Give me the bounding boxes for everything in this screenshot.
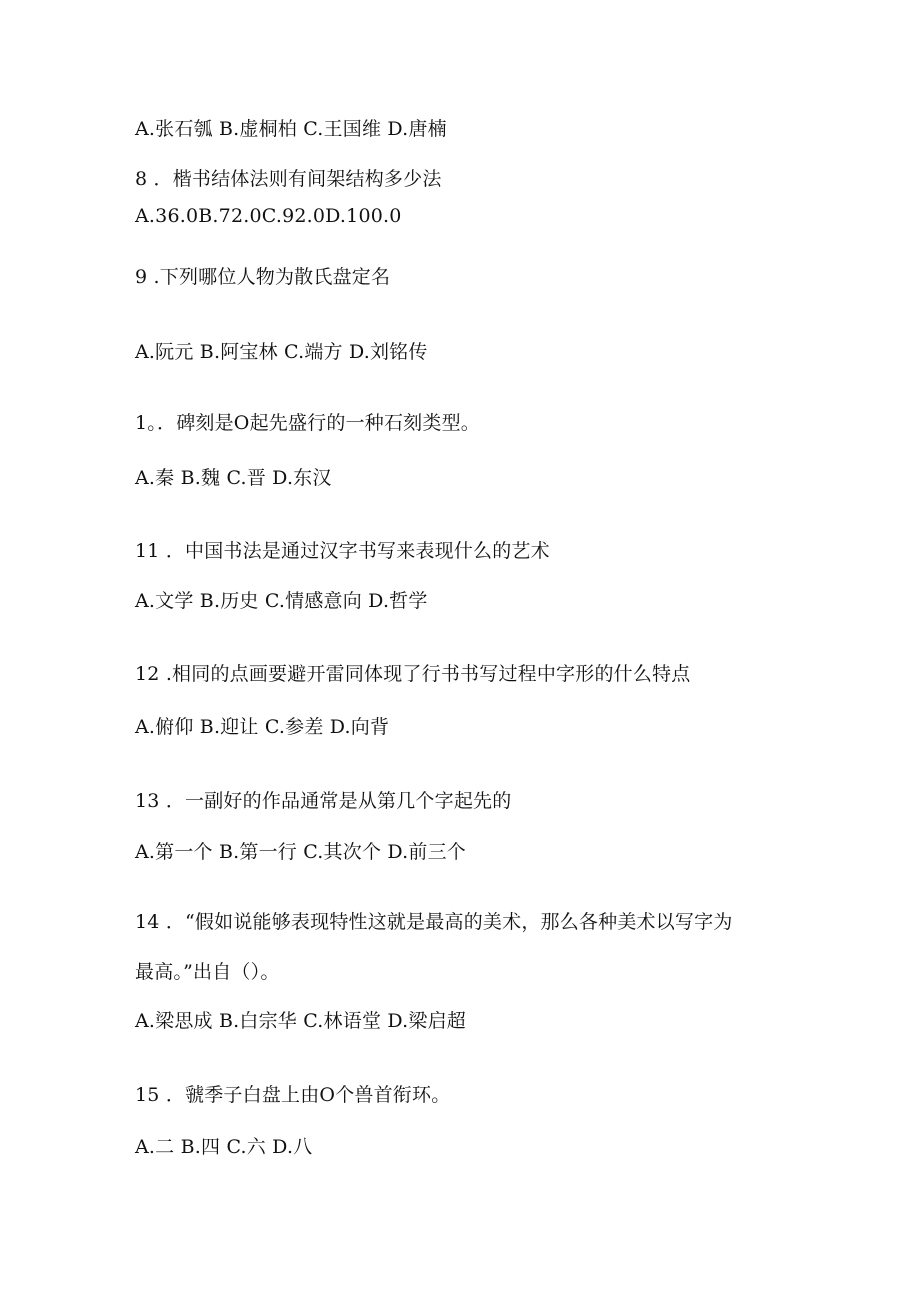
q11-question: 11 ．中国书法是通过汉字书写来表现什么的艺术	[135, 540, 550, 562]
q10-options: A.秦 B.魏 C.晋 D.东汉	[135, 467, 332, 489]
q9-question: 9 .下列哪位人物为散氏盘定名	[135, 266, 391, 288]
q8-question: 8 ．楷书结体法则有间架结构多少法	[135, 168, 442, 190]
q12-options: A.俯仰 B.迎让 C.参差 D.向背	[135, 716, 390, 738]
q11-options: A.文学 B.历史 C.情感意向 D.哲学	[135, 590, 428, 612]
q8-options: A.36.0B.72.0C.92.0D.100.0	[135, 205, 402, 227]
q9-options: A.阮元 B.阿宝林 C.端方 D.刘铭传	[135, 341, 428, 363]
q13-question: 13 ．一副好的作品通常是从第几个字起先的	[135, 790, 512, 812]
q15-options: A.二 B.四 C.六 D.八	[135, 1136, 313, 1158]
q14-question: 14 ．“假如说能够表现特性这就是最高的美术，那么各种美术以写字为	[135, 911, 733, 933]
q14-question-continued: 最高。”出自（）。	[135, 961, 280, 983]
q7-options: A.张石瓠 B.虚桐柏 C.王国维 D.唐楠	[135, 118, 447, 140]
q12-question: 12 .相同的点画要避开雷同体现了行书书写过程中字形的什么特点	[135, 663, 691, 685]
q13-options: A.第一个 B.第一行 C.其次个 D.前三个	[135, 841, 466, 863]
q10-question: 1。．碑刻是O起先盛行的一种石刻类型。	[135, 412, 480, 434]
q14-options: A.梁思成 B.白宗华 C.林语堂 D.梁启超	[135, 1010, 466, 1032]
q15-question: 15 ．虢季子白盘上由O个兽首衔环。	[135, 1084, 451, 1106]
